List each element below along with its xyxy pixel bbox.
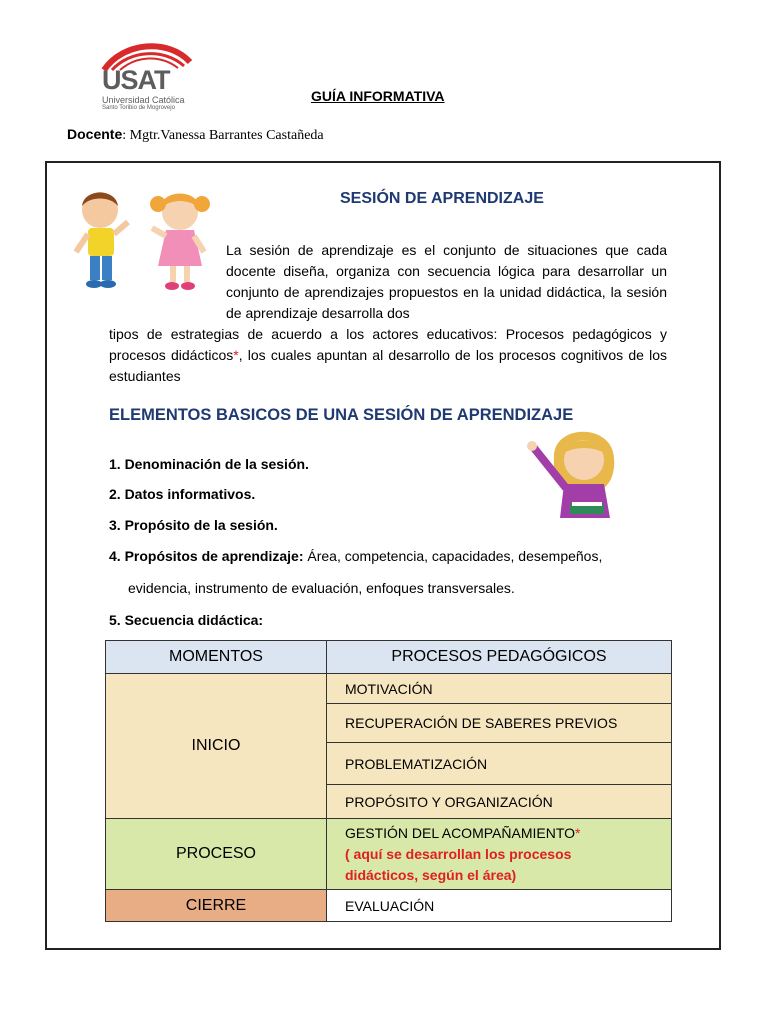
header-procesos: PROCESOS PEDAGÓGICOS <box>327 641 672 674</box>
process-cell: RECUPERACIÓN DE SABERES PREVIOS <box>327 704 672 743</box>
table-header-row <box>106 641 672 674</box>
teacher-illustration-icon <box>524 418 636 526</box>
session-paragraph-1: La sesión de aprendizaje es el conjunto de situaciones que cada docente diseña, organiza con secuencia lógica para desarrollar un conjunto de aprendizajes propuestos en la unidad didáctica, la sesión de aprendizaje desarrolla dos <box>226 242 667 321</box>
session-paragraph-2 <box>109 324 667 387</box>
docente-name: : Mgtr.Vanessa Barrantes Castañeda <box>122 128 324 143</box>
table-row <box>106 674 672 704</box>
asterisk-mark: * <box>233 347 239 363</box>
moment-proceso: PROCESO <box>106 819 327 890</box>
proceso-text: GESTIÓN DEL ACOMPAÑAMIENTO <box>345 824 576 841</box>
session-title: SESIÓN DE APRENDIZAJE <box>340 190 544 207</box>
elements-title: ELEMENTOS BASICOS DE UNA SESIÓN DE APRENDIZAJE <box>109 406 574 424</box>
process-cell: PROBLEMATIZACIÓN <box>327 743 672 785</box>
header-momentos: MOMENTOS <box>106 641 327 674</box>
list-item-3: 3. Propósito de la sesión. <box>109 517 278 533</box>
process-cell-cierre: EVALUACIÓN <box>327 890 672 922</box>
document-title: GUÍA INFORMATIVA <box>311 88 445 104</box>
process-cell: MOTIVACIÓN <box>327 674 672 704</box>
process-cell: PROPÓSITO Y ORGANIZACIÓN <box>327 785 672 819</box>
proceso-note-1: ( aquí se desarrollan los procesos <box>345 845 572 862</box>
list-item-4-continued: evidencia, instrumento de evaluación, enfoques transversales. <box>128 580 515 596</box>
session-paragraph-2a: tipos de estrategias de acuerdo a los actores educativos: Procesos pedagógicos y procesos didácticos <box>109 326 667 363</box>
asterisk-mark: * <box>575 824 581 841</box>
list-item-4: 4. Propósitos de aprendizaje: Área, competencia, capacidades, desempeños, <box>109 548 603 564</box>
process-cell-proceso <box>327 819 672 890</box>
docente-line <box>67 126 324 144</box>
didactic-sequence-table <box>105 640 672 922</box>
session-paragraph-2b: , los cuales apuntan al desarrollo de los procesos cognitivos de los estudiantes <box>109 347 667 384</box>
moment-cierre: CIERRE <box>106 890 327 922</box>
table-row <box>106 890 672 922</box>
children-illustration-icon <box>70 182 220 294</box>
list-item-1: 1. Denominación de la sesión. <box>109 456 309 472</box>
list-item-2: 2. Datos informativos. <box>109 486 256 502</box>
usat-logo <box>98 40 194 112</box>
logo-subtitle-2: Santo Toribio de Mogrovejo <box>102 105 175 111</box>
logo-subtitle: Universidad Católica <box>102 95 185 105</box>
proceso-note-2: didácticos, según el área) <box>345 866 517 883</box>
moment-inicio: INICIO <box>106 674 327 819</box>
docente-label: Docente <box>67 126 123 142</box>
table-row <box>106 819 672 890</box>
logo-name: USAT <box>102 65 170 95</box>
list-item-5: 5. Secuencia didáctica: <box>109 612 264 628</box>
